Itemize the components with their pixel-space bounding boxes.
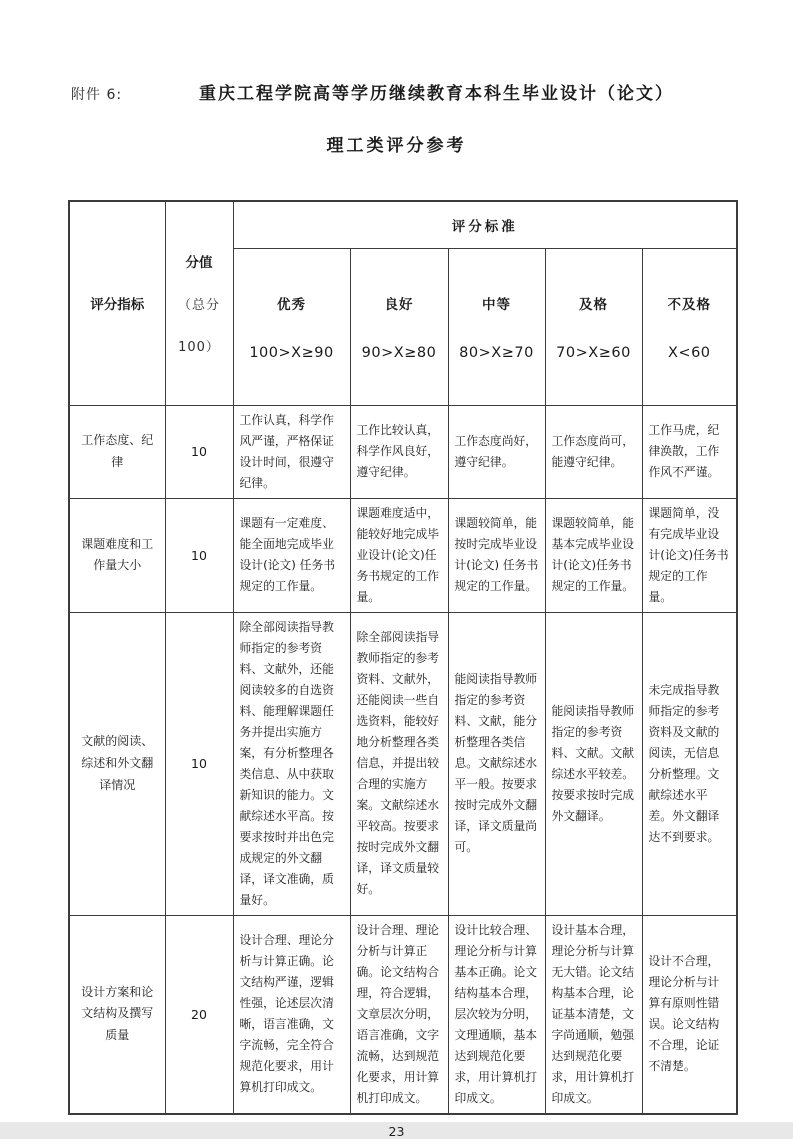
scoring-table xyxy=(68,200,738,1115)
desc-cell-excellent: 课题有一定难度、能全面地完成毕业设计(论文) 任务书规定的工作量。 xyxy=(233,498,350,612)
grade-header-fail xyxy=(642,249,737,406)
grade-pass-label: 及格 xyxy=(579,297,608,313)
grade-good-label: 良好 xyxy=(384,297,414,313)
header-row-standard xyxy=(69,201,737,249)
doc-header xyxy=(0,82,793,108)
indicator-cell: 工作态度、纪律 xyxy=(69,406,165,499)
indicator-cell: 课题难度和工作量大小 xyxy=(69,498,165,612)
grade-excellent-content xyxy=(235,293,349,361)
desc-cell-pass: 设计基本合理，理论分析与计算无大错。论文结构基本合理，论证基本清楚，文字尚通顺，勉强达到规范化要求，用计算机打印成文。 xyxy=(545,915,642,1113)
desc-cell-fail: 设计不合理，理论分析与计算有原则性错误。论文结构不合理，论证不清楚。 xyxy=(642,915,737,1113)
table-row-work-attitude xyxy=(69,406,737,499)
page-number: 23 xyxy=(388,1123,405,1139)
desc-cell-pass: 能阅读指导教师指定的参考资料、文献。文献综述水平较差。按要求按时完成外文翻译。 xyxy=(545,612,642,915)
grade-pass-range: 70>X≥60 xyxy=(556,345,631,361)
grade-excellent-range: 100>X≥90 xyxy=(249,345,334,361)
indicator-cell: 设计方案和论文结构及撰写质量 xyxy=(69,915,165,1113)
grade-good-range: 90>X≥80 xyxy=(361,345,437,361)
desc-cell-medium: 课题较简单，能按时完成毕业设计(论文) 任务书规定的工作量。 xyxy=(448,498,545,612)
desc-cell-medium: 工作态度尚好，遵守纪律。 xyxy=(448,406,545,499)
grade-header-medium xyxy=(448,249,545,406)
desc-cell-fail: 工作马虎，纪律涣散，工作作风不严谨。 xyxy=(642,406,737,499)
desc-cell-medium: 能阅读指导教师指定的参考资料、文献，能分析整理各类信息。文献综述水平一般。按要求按时完成外文翻译，译文质量尚可。 xyxy=(448,612,545,915)
standard-header: 评分标准 xyxy=(233,201,737,249)
score-note-line1: （总分 xyxy=(177,298,220,314)
grade-fail-range: X<60 xyxy=(668,345,711,361)
desc-cell-excellent: 除全部阅读指导教师指定的参考资料、文献外，还能阅读较多的自选资料、能理解课题任务并提出实施方案，有分析整理各类信息、从中获取新知识的能力。文献综述水平高。按要求按时并出色完成规定的外文翻译，译文准确，质量好。 xyxy=(233,612,350,915)
grade-medium-label: 中等 xyxy=(482,297,511,313)
desc-cell-excellent: 工作认真，科学作风严谨，严格保证设计时间，很遵守纪律。 xyxy=(233,406,350,499)
desc-cell-fail: 课题简单，没有完成毕业设计(论文)任务书规定的工作量。 xyxy=(642,498,737,612)
desc-cell-fail: 未完成指导教师指定的参考资料及文献的阅读，无信息分析整理。文献综述水平差。外文翻译达不到要求。 xyxy=(642,612,737,915)
grade-fail-label: 不及格 xyxy=(667,297,712,313)
doc-title-line1: 重庆工程学院高等学历继续教育本科生毕业设计（论文） xyxy=(199,84,675,104)
score-cell: 10 xyxy=(165,612,233,915)
grade-excellent-label: 优秀 xyxy=(277,297,306,313)
grade-header-pass xyxy=(545,249,642,406)
grade-header-good xyxy=(350,249,448,406)
score-cell: 20 xyxy=(165,915,233,1113)
score-note-line2: 100） xyxy=(178,340,220,356)
desc-cell-medium: 设计比较合理、理论分析与计算基本正确。论文结构基本合理，层次较为分明，文理通顺，基本达到规范化要求，用计算机打印成文。 xyxy=(448,915,545,1113)
table-row-topic-difficulty xyxy=(69,498,737,612)
grade-medium-range: 80>X≥70 xyxy=(459,345,534,361)
desc-cell-good: 设计合理、理论分析与计算正确。论文结构合理，符合逻辑，文章层次分明，语言准确，文字流畅，达到规范化要求，用计算机打印成文。 xyxy=(350,915,448,1113)
indicator-cell: 文献的阅读、综述和外文翻译情况 xyxy=(69,612,165,915)
desc-cell-good: 除全部阅读指导教师指定的参考资料、文献外，还能阅读一些自选资料，能较好地分析整理各类信息，并提出较合理的实施方案。文献综述水平较高。按要求按时完成外文翻译，译文质量较好。 xyxy=(350,612,448,915)
table-row-design-quality xyxy=(69,915,737,1113)
desc-cell-excellent: 设计合理、理论分析与计算正确。论文结构严谨，逻辑性强，论述层次清晰，语言准确，文字流畅，完全符合规范化要求，用计算机打印成文。 xyxy=(233,915,350,1113)
score-label: 分值 xyxy=(185,255,213,272)
score-header-content xyxy=(167,251,232,355)
score-cell: 10 xyxy=(165,406,233,499)
table-row-literature-review xyxy=(69,612,737,915)
grade-pass-content xyxy=(547,293,641,361)
score-cell: 10 xyxy=(165,498,233,612)
grade-medium-content xyxy=(450,293,544,361)
criteria-column-header: 评分指标 xyxy=(69,201,165,406)
attachment-label: 附件 6: xyxy=(71,87,123,103)
grade-good-content xyxy=(352,293,447,361)
desc-cell-good: 课题难度适中，能较好地完成毕业设计(论文)任务书规定的工作量。 xyxy=(350,498,448,612)
doc-title-line2: 理工类评分参考 xyxy=(326,135,467,156)
grade-header-excellent xyxy=(233,249,350,406)
desc-cell-pass: 工作态度尚可，能遵守纪律。 xyxy=(545,406,642,499)
desc-cell-pass: 课题较简单，能基本完成毕业设计(论文)任务书规定的工作量。 xyxy=(545,498,642,612)
grade-fail-content xyxy=(644,293,736,361)
score-column-header xyxy=(165,201,233,406)
desc-cell-good: 工作比较认真，科学作风良好，遵守纪律。 xyxy=(350,406,448,499)
